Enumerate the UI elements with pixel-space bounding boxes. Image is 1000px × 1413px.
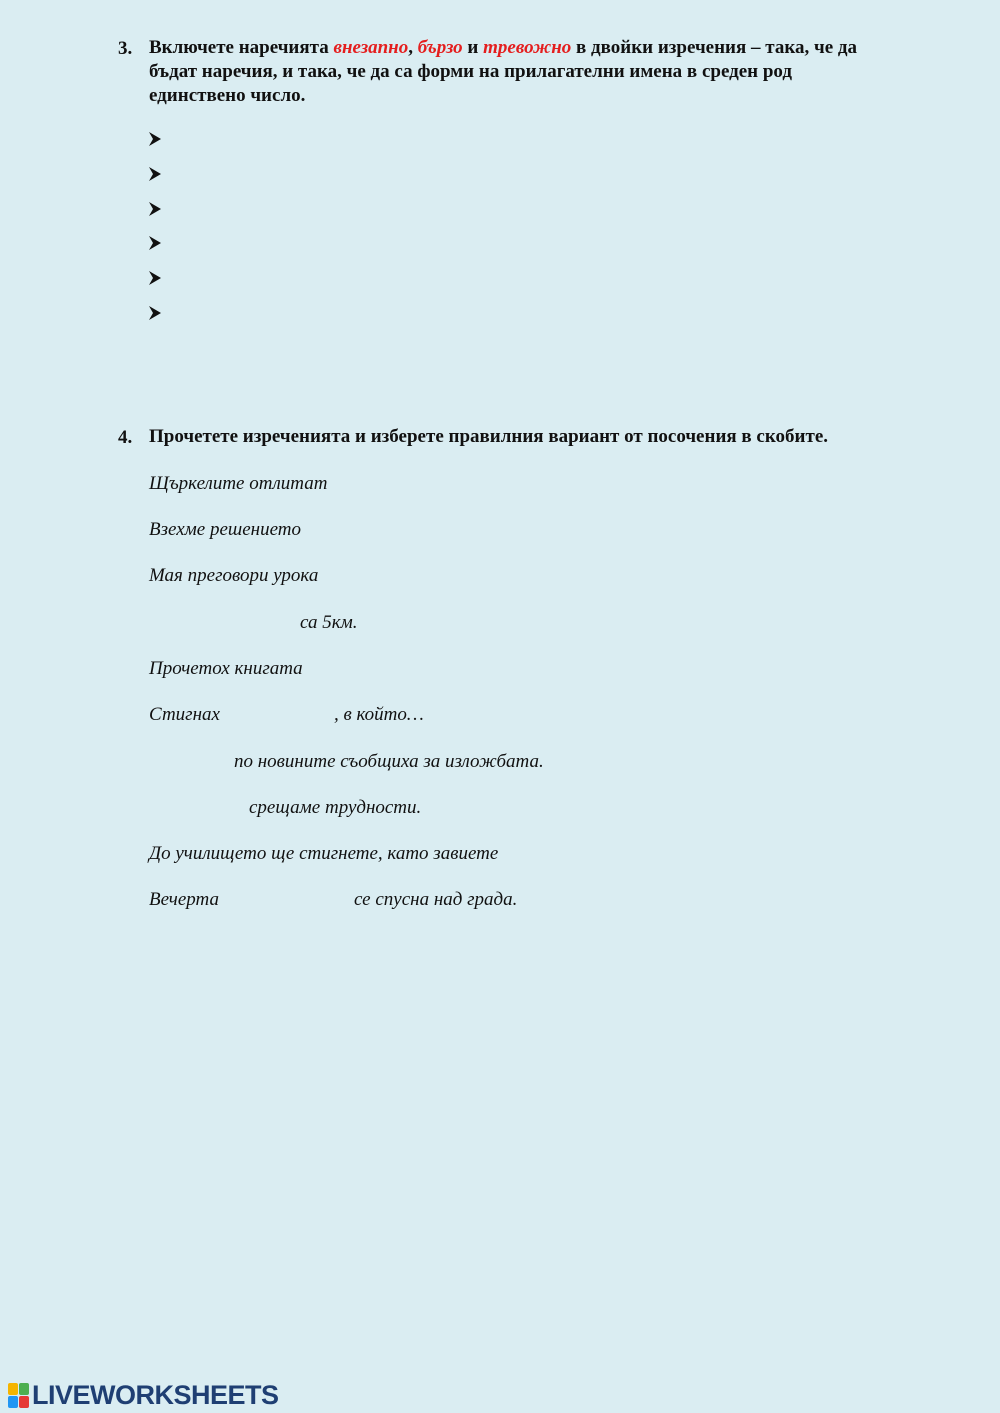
task3-line1: Включете наречията внезапно, бързо и тревожно в двойки изречения – така, че да [149,37,858,58]
arrow-bullet-icon [148,201,168,221]
task4-number: 4. [118,427,133,448]
sentence-10-start: Вечерта [149,889,219,910]
arrow-bullet-icon [148,235,168,255]
logo-square [8,1383,18,1395]
sentence-5: Прочетох книгата [149,658,303,679]
sentence-4: са 5км. [300,612,358,633]
sentence-10-end: се спусна над града. [354,889,518,910]
task3-number: 3. [118,38,133,59]
sentence-6-start: Стигнах [149,704,220,725]
sentence-7: по новините съобщиха за изложбата. [234,751,544,772]
arrow-bullet-icon [148,305,168,325]
liveworksheets-logo-icon [8,1383,29,1408]
sentence-6-end: , в който… [334,704,424,725]
sentence-2: Взехме решението [149,519,301,540]
arrow-bullet-icon [148,131,168,151]
liveworksheets-logo-text: LIVEWORKSHEETS [32,1379,279,1410]
logo-square [19,1383,29,1395]
task4-instruction: Прочетете изреченията и изберете правилния вариант от посочения в скобите. [149,426,829,447]
adverb-trevozhno: тревожно [483,37,572,58]
arrow-bullet-icon [148,166,168,186]
sentence-1: Щъркелите отлитат [149,473,328,494]
logo-square [19,1396,29,1408]
arrow-bullet-icon [148,270,168,290]
task3-line3: единствено число. [149,85,306,106]
task3-line2: бъдат наречия, и така, че да са форми на прилагателни имена в среден род [149,61,792,82]
logo-square [8,1396,18,1408]
task3-instruction [149,36,939,108]
sentence-9: До училището ще стигнете, като завиете [149,843,499,864]
liveworksheets-logo [8,1381,279,1409]
sentence-8: срещаме трудности. [249,797,422,818]
sentence-3: Мая преговори урока [149,565,319,586]
adverb-barzo: бързо [417,37,463,58]
adverb-vnezapno: внезапно [333,37,409,58]
